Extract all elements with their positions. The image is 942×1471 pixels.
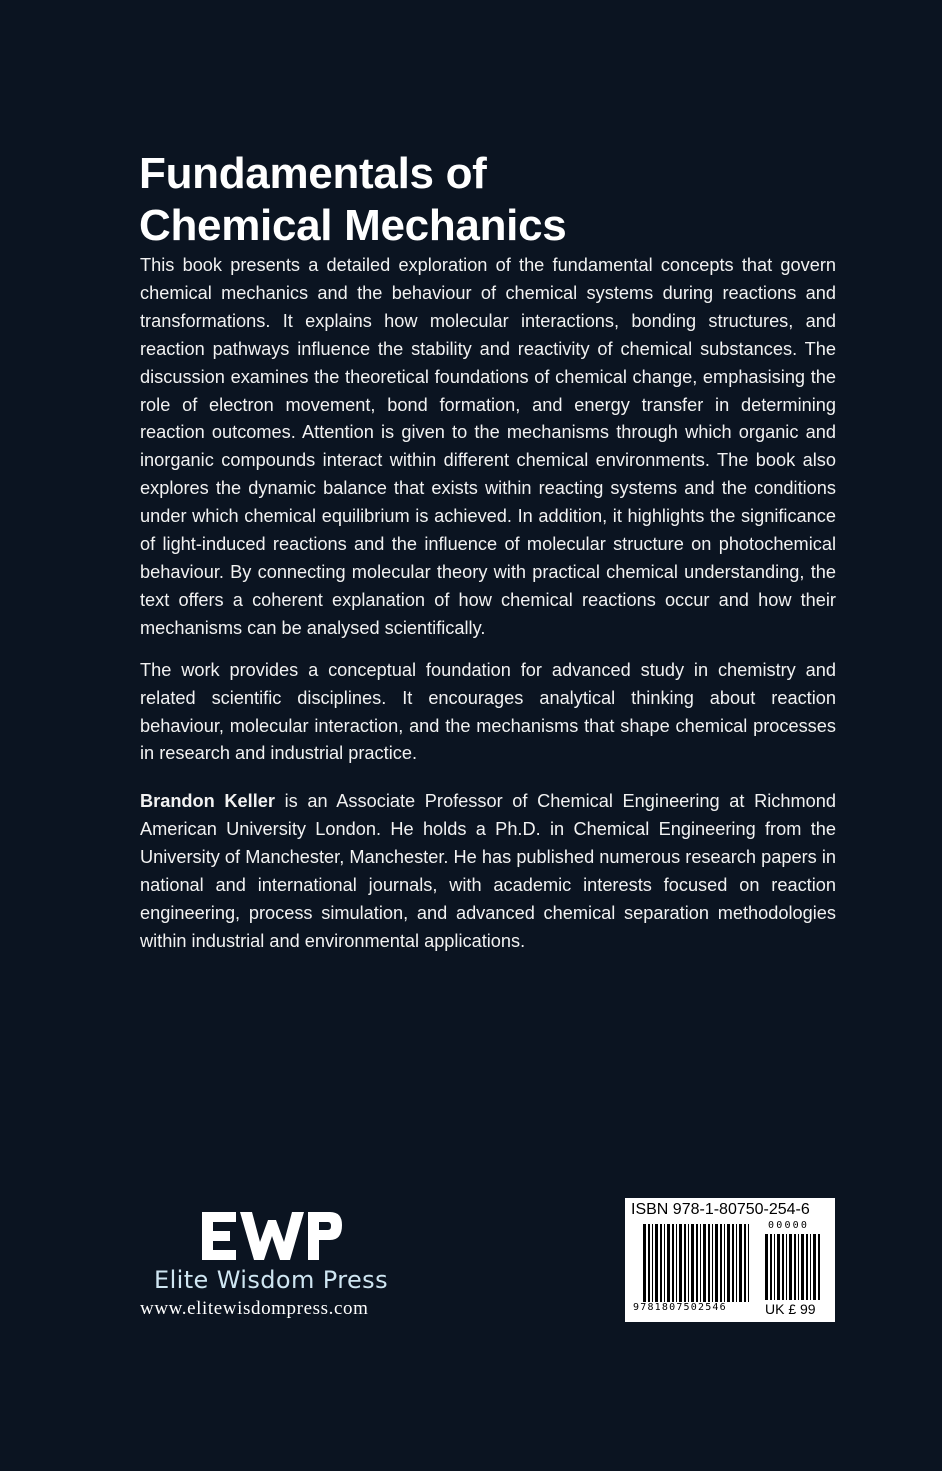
barcode-bar <box>655 1224 658 1302</box>
barcode-bar <box>801 1234 804 1300</box>
book-title-line-1: Fundamentals of <box>139 149 487 198</box>
author-bio-text: is an Associate Professor of Chemical Engineering at Richmond American University London. He holds a Ph.D. in Chemical Engineering from the University of Manchester, Manchester. He has published numerous research papers in national and international journals, with academic interests focused on reaction engineering, process simulation, and advanced chemical separation methodologies within industrial and environmental applications. <box>140 791 836 951</box>
barcode-bar <box>777 1234 780 1300</box>
barcode <box>625 1198 835 1322</box>
barcode-bar <box>798 1234 799 1300</box>
barcode-bar <box>794 1234 796 1300</box>
barcode-bar <box>782 1234 784 1300</box>
barcode-bar <box>679 1224 682 1302</box>
barcode-bar <box>813 1234 816 1300</box>
barcode-bar <box>765 1234 768 1300</box>
barcode-addon-digits: 00000 <box>768 1220 810 1231</box>
barcode-bar <box>724 1224 725 1302</box>
publisher-name: Elite Wisdom Press <box>154 1266 388 1294</box>
book-title <box>139 148 839 252</box>
barcode-bar <box>700 1224 701 1302</box>
barcode-bar <box>691 1224 694 1302</box>
blurb <box>140 252 836 970</box>
barcode-bar <box>664 1224 665 1302</box>
barcode-bar <box>789 1234 792 1300</box>
barcode-bar <box>720 1224 722 1302</box>
isbn-label: ISBN 978-1-80750-254-6 <box>631 1201 810 1218</box>
barcode-bar <box>712 1224 713 1302</box>
barcode-bar <box>806 1234 808 1300</box>
author-name: Brandon Keller <box>140 791 275 812</box>
barcode-bar <box>727 1224 730 1302</box>
barcode-bar <box>688 1224 689 1302</box>
description-paragraph-2: The work provides a conceptual foundation for advanced study in chemistry and related scientific disciplines. It encourages analytical thinking about reaction behaviour, molecular interaction, and the mechanisms that shape chemical processes in research and industrial practice. <box>140 659 836 764</box>
price-label: UK £ 99 <box>765 1301 816 1317</box>
barcode-bar <box>676 1224 677 1302</box>
book-title-line-2: Chemical Mechanics <box>139 201 567 250</box>
barcode-bar <box>672 1224 674 1302</box>
barcode-bar <box>818 1234 820 1300</box>
barcode-bar <box>652 1224 653 1302</box>
author-bio <box>140 788 836 955</box>
barcode-bar <box>748 1224 749 1302</box>
barcode-bar <box>708 1224 710 1302</box>
barcode-bar <box>648 1224 650 1302</box>
barcode-digits: 9781807502546 <box>633 1302 727 1313</box>
barcode-bar <box>684 1224 686 1302</box>
barcode-bar <box>770 1234 772 1300</box>
barcode-bar <box>715 1224 718 1302</box>
barcode-bar <box>774 1234 775 1300</box>
barcode-bar <box>810 1234 811 1300</box>
barcode-bar <box>744 1224 746 1302</box>
barcode-bar <box>667 1224 670 1302</box>
barcode-bar <box>660 1224 662 1302</box>
barcode-bar <box>786 1234 787 1300</box>
publisher-website: www.elitewisdompress.com <box>140 1298 369 1319</box>
barcode-bar <box>696 1224 698 1302</box>
ewp-logo-icon <box>202 1212 342 1260</box>
barcode-bar <box>736 1224 737 1302</box>
barcode-bar <box>643 1224 646 1302</box>
barcode-bar <box>703 1224 706 1302</box>
barcode-bar <box>739 1224 742 1302</box>
publisher-block <box>140 1212 410 1320</box>
barcode-bar <box>732 1224 734 1302</box>
description-paragraph-1: This book presents a detailed exploration of the fundamental concepts that govern chemical mechanics and the behaviour of chemical systems during reactions and transformations. It explains how molecular interactions, bonding structures, and reaction pathways influence the stability and reactivity of chemical substances. The discussion examines the theoretical foundations of chemical change, emphasising the role of electron movement, bond formation, and energy transfer in determining reaction outcomes. Attention is given to the mechanisms through which organic and inorganic compounds interact within different chemical environments. The book also explores the dynamic balance that exists within reacting systems and the conditions under which chemical equilibrium is achieved. In addition, it highlights the significance of light-induced reactions and the influence of molecular structure on photochemical behaviour. By connecting molecular theory with practical chemical understanding, the text offers a coherent explanation of how chemical reactions occur and how their mechanisms can be analysed scientifically. <box>140 255 836 638</box>
